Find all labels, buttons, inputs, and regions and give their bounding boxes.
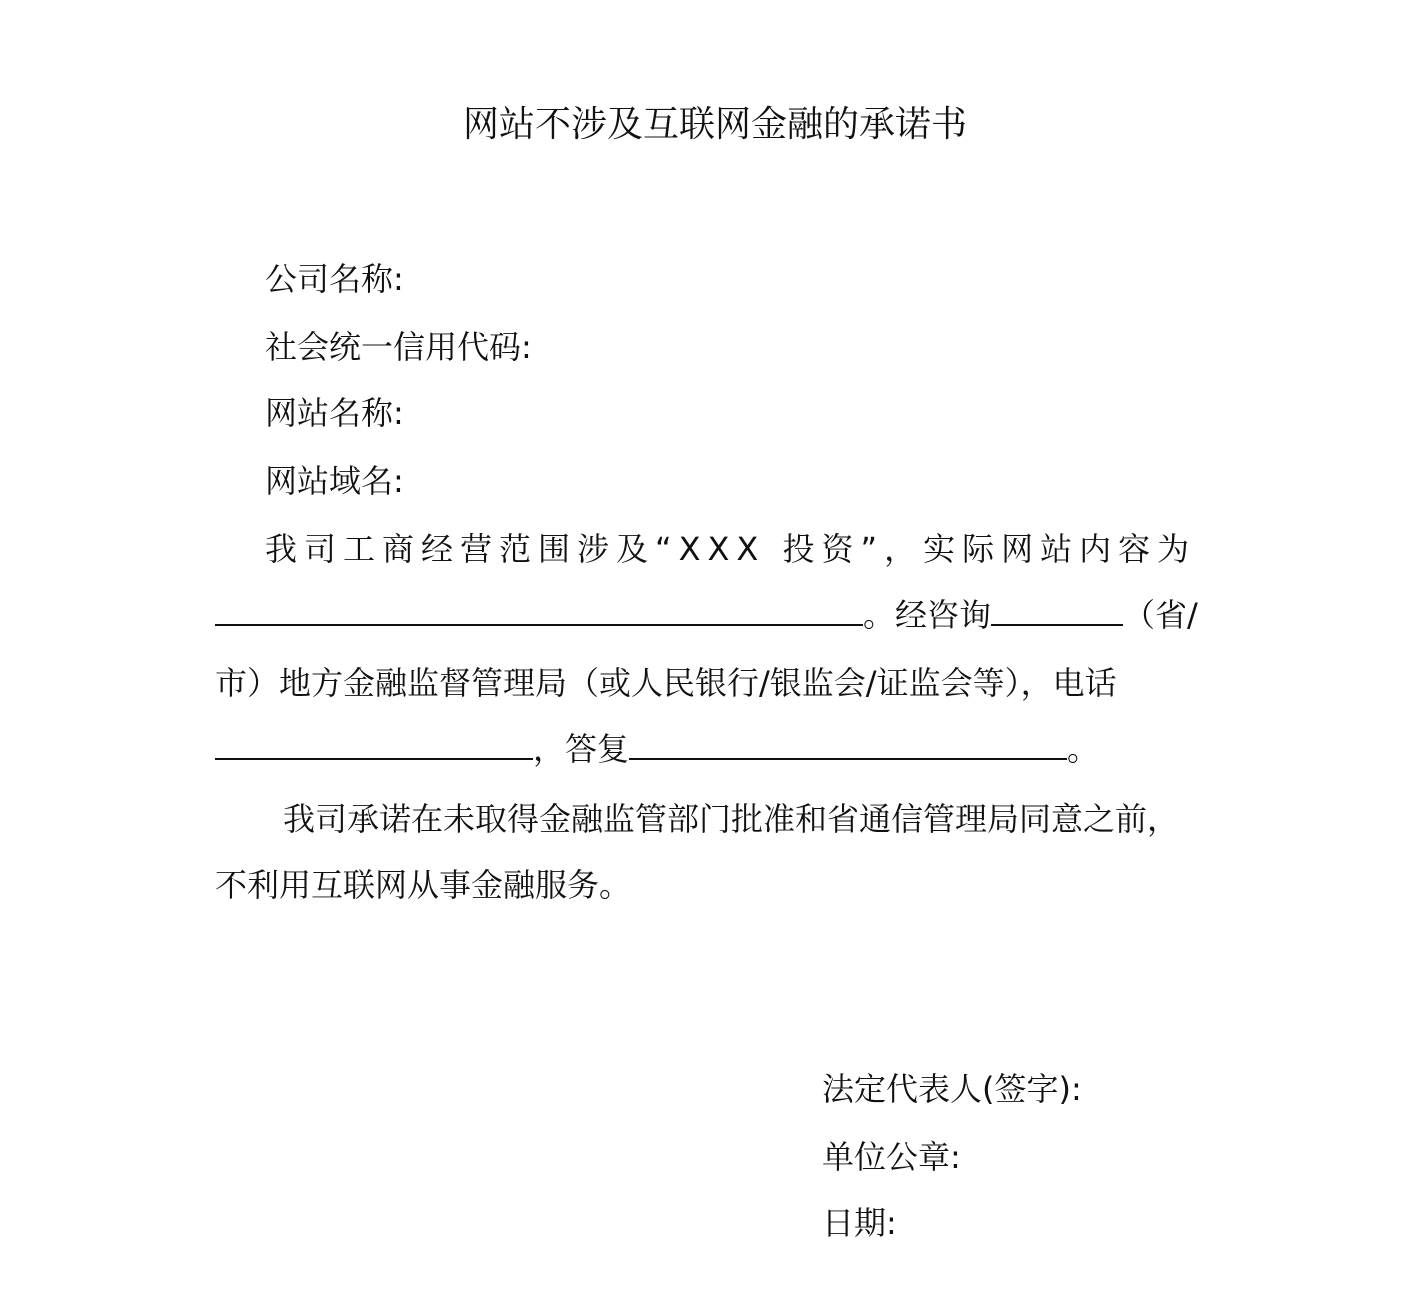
company-seal-label: 单位公章: <box>822 1138 961 1176</box>
province-text: （省/ <box>1123 596 1198 634</box>
website-domain-label: 网站域名: <box>265 462 404 500</box>
paragraph1-line2 <box>215 592 1215 638</box>
document-title: 网站不涉及互联网金融的承诺书 <box>462 104 967 145</box>
consult-text: 。经咨询 <box>863 596 992 634</box>
paragraph1-line4 <box>215 726 1215 772</box>
paragraph1-line1: 我司工商经营范围涉及“XXX 投资”，实际网站内容为 <box>265 530 1197 568</box>
period-text: 。 <box>1067 730 1100 768</box>
reply-blank[interactable] <box>629 730 1067 760</box>
paragraph1-line3: 市）地方金融监督管理局（或人民银行/银监会/证监会等），电话 <box>215 664 1117 702</box>
website-name-label: 网站名称: <box>265 394 404 432</box>
company-name-label: 公司名称: <box>265 260 404 298</box>
credit-code-label: 社会统一信用代码: <box>265 328 532 366</box>
province-blank[interactable] <box>991 596 1123 626</box>
reply-text: ，答复 <box>533 730 630 768</box>
website-content-blank[interactable] <box>215 596 863 626</box>
date-label: 日期: <box>822 1204 897 1242</box>
paragraph2-line2: 不利用互联网从事金融服务。 <box>215 866 632 904</box>
legal-rep-label: 法定代表人(签字): <box>822 1070 1082 1108</box>
phone-blank[interactable] <box>215 730 533 760</box>
paragraph2-line1: 我司承诺在未取得金融监管部门批准和省通信管理局同意之前， <box>283 800 1180 838</box>
